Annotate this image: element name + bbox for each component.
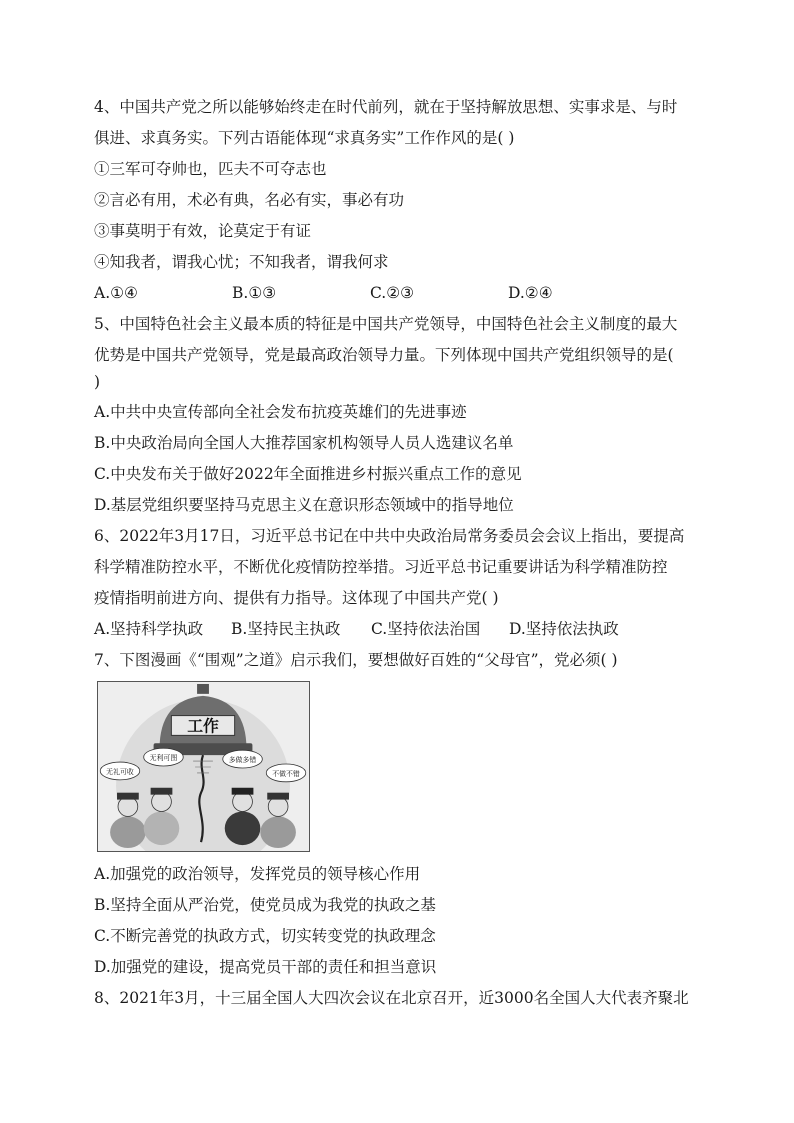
bubble-wuli-keshou: 无礼可收	[106, 767, 134, 776]
q4-stem-line-2: 俱进、求真务实。下列古语能体现“求真务实”工作作风的是( )	[94, 129, 515, 147]
q5-option-a[interactable]: A.中共中央宣传部向全社会发布抗疫英雄们的先进事迹	[94, 403, 467, 421]
q5-option-b[interactable]: B.中央政治局向全国人大推荐国家机构领导人员人选建议名单	[94, 434, 514, 452]
q7-stem-line-1: 7、下图漫画《“围观”之道》启示我们，要想做好百姓的“父母官”，党必须( )	[94, 651, 618, 669]
q5-option-d[interactable]: D.基层党组织要坚持马克思主义在意识形态领域中的指导地位	[94, 496, 514, 514]
bubble-wuli-ketu: 无利可图	[149, 754, 178, 763]
q4-option-b[interactable]: B.①③	[232, 284, 277, 302]
q6-stem-line-1: 6、2022年3月17日，习近平总书记在中共中央政治局常务委员会会议上指出，要提高	[94, 527, 685, 545]
q5-stem-line-1: 5、中国特色社会主义最本质的特征是中国共产党领导，中国特色社会主义制度的最大	[94, 315, 678, 333]
q7-option-d[interactable]: D.加强党的建设，提高党员干部的责任和担当意识	[94, 958, 437, 976]
q4-option-a[interactable]: A.①④	[94, 284, 138, 302]
q4-item-3: ③事莫明于有效，论莫定于有证	[94, 222, 312, 240]
q6-stem-line-3: 疫情指明前进方向、提供有力指导。这体现了中国共产党( )	[94, 589, 499, 607]
q8-stem-line-1: 8、2021年3月，十三届全国人大四次会议在北京召开，近3000名全国人大代表齐聚北	[94, 989, 689, 1007]
q5-option-c[interactable]: C.中央发布关于做好2022年全面推进乡村振兴重点工作的意见	[94, 465, 522, 483]
q4-option-c[interactable]: C.②③	[370, 284, 415, 302]
q4-stem-line-1: 4、中国共产党之所以能够始终走在时代前列，就在于坚持解放思想、实事求是、与时	[94, 98, 678, 116]
q7-option-c[interactable]: C.不断完善党的执政方式，切实转变党的执政理念	[94, 927, 436, 945]
q6-stem-line-2: 科学精准防控水平，不断优化疫情防控举措。习近平总书记重要讲话为科学精准防控	[94, 558, 668, 576]
q6-option-d[interactable]: D.坚持依法执政	[509, 620, 619, 638]
q7-option-a[interactable]: A.加强党的政治领导，发挥党员的领导核心作用	[94, 865, 421, 883]
q7-cartoon-image	[97, 681, 310, 852]
q5-stem-line-3: )	[94, 373, 101, 391]
bubble-duozuo-duocuo: 多做多错	[228, 756, 257, 765]
q4-options	[94, 283, 553, 303]
q4-item-2: ②言必有用，术必有典，名必有实，事必有功	[94, 191, 405, 209]
q4-item-4: ④知我者，谓我心忧；不知我者，谓我何求	[94, 253, 389, 271]
bubble-buzuo-bucuo: 不做不错	[272, 769, 300, 778]
q6-option-b[interactable]: B.坚持民主执政	[231, 620, 341, 638]
q6-option-c[interactable]: C.坚持依法治国	[371, 620, 481, 638]
q5-stem-line-2: 优势是中国共产党领导，党是最高政治领导力量。下列体现中国共产党组织领导的是(	[94, 346, 674, 364]
q6-option-a[interactable]: A.坚持科学执政	[94, 620, 204, 638]
q4-option-d[interactable]: D.②④	[508, 284, 553, 302]
bell-label: 工作	[187, 716, 219, 736]
q6-options	[94, 619, 619, 639]
q7-option-b[interactable]: B.坚持全面从严治党，使党员成为我党的执政之基	[94, 896, 436, 914]
q4-item-1: ①三军可夺帅也，匹夫不可夺志也	[94, 160, 327, 178]
